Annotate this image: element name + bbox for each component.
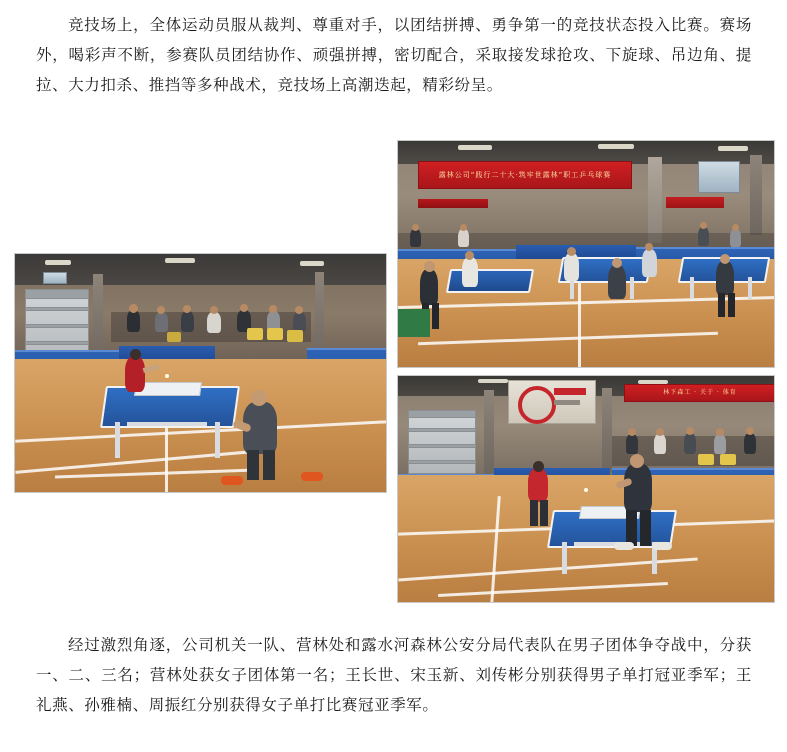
photo-left: [14, 253, 387, 493]
paragraph-bottom: 经过激烈角逐，公司机关一队、营林处和露水河森林公安分局代表队在男子团体争夺战中，分获一、二、三名；营林处获女子团体第一名；王长世、宋玉新、刘传彬分别获得男子单打冠亚季军；王礼燕、孙雅楠、周振红分别获得女子单打比赛冠亚季军。: [36, 636, 752, 714]
photo-left-scene: [15, 254, 386, 492]
paragraph-top: 竞技场上，全体运动员服从裁判、尊重对手，以团结拼搏、勇争第一的竞技状态投入比赛。赛场外，喝彩声不断，参赛队员团结协作、顽强拼搏，密切配合，采取接发球抢攻、下旋球、吊边角、提拉、大力扣杀、推挡等多种战术，竞技场上高潮迭起，精彩纷呈。: [36, 16, 752, 94]
photo-top-right-scene: [398, 141, 774, 367]
photo-bottom-right: [397, 375, 775, 603]
photo-bottom-right-scene: [398, 376, 774, 602]
photo-banner-top-right: 露林公司“践行二十大·筑牢世露林”职工乒乓球赛: [418, 161, 632, 189]
photo-top-right: [397, 140, 775, 368]
photo-banner-bottom-right: 林下森工 · 关于 · 体育: [624, 384, 775, 402]
